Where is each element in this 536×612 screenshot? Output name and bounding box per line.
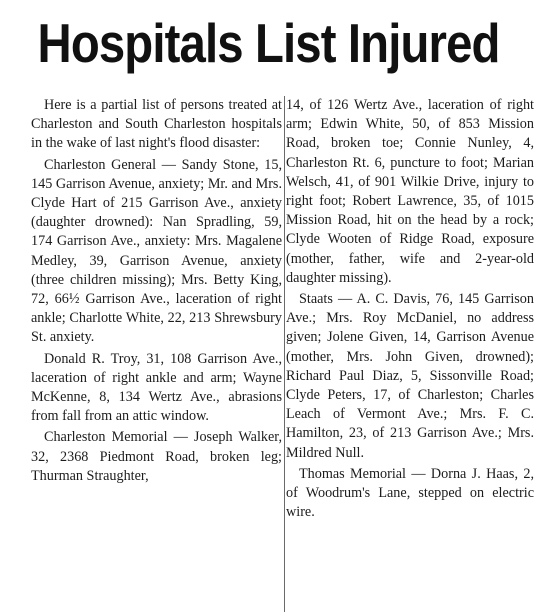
troy-mckenne-paragraph: Donald R. Troy, 31, 108 Garrison Ave., laceration of right ankle and arm; Wayne McKenne, 8, 134 Wertz Ave., abrasions from fall from an attic window. [31, 350, 282, 425]
intro-paragraph: Here is a partial list of persons treated at Charleston and South Charleston hospitals in the wake of last night's flood disaster: [31, 97, 282, 152]
headline: Hospitals List Injured [37, 12, 500, 74]
thomas-memorial-paragraph: Thomas Memorial — Dorna J. Haas, 2, of Woodrum's Lane, stepped on electric wire. [286, 465, 534, 521]
column-divider [284, 96, 285, 612]
left-column [31, 96, 282, 612]
right-column [286, 96, 534, 612]
charleston-memorial-continued-paragraph: 14, of 126 Wertz Ave., laceration of right arm; Edwin White, 50, of 853 Mission Road, broken toe; Connie Nunley, 4, Charleston Rt. 6, puncture to foot; Marian Welsch, 41, of 901 Wilkie Drive, injury to right foot; Robert Lawrence, 35, of 1015 Mission Road, hit on the head by a rock; Clyde Wooten of Ridge Road, exposure (mother, father, wife and 2-year-old daughter missing). [286, 97, 534, 286]
staats-paragraph: Staats — A. C. Davis, 76, 145 Garrison Ave.; Mrs. Roy McDaniel, no address given; Jolene Given, 14, Garrison Avenue (mother, Mrs. John Given, drowned); Richard Paul Diaz, 5, Sissonville Road; Clyde Peters, 17, of Charleston; Charles Leach of Vermont Ave.; Mrs. F. C. Hamilton, 23, of 213 Garrison Ave.; Mrs. Mildred Null. [286, 291, 534, 461]
charleston-memorial-paragraph: Charleston Memorial — Joseph Walker, 32, 2368 Piedmont Road, broken leg; Thurman Straughter, [31, 429, 282, 484]
charleston-general-paragraph: Charleston General — Sandy Stone, 15, 145 Garrison Avenue, anxiety; Mr. and Mrs. Clyde Hart of 215 Garrison Ave., anxiety (daughter drowned): Nan Spradling, 59, 174 Garrison Ave., anxiety: Mrs. Magalene Medley, 39, Garrison Avenue, anxiety (three children missing); Mrs. Betty King, 72, 66½ Garrison Ave., laceration of right ankle; Charlotte White, 22, 213 Shrewsbury St. anxiety. [31, 156, 282, 346]
